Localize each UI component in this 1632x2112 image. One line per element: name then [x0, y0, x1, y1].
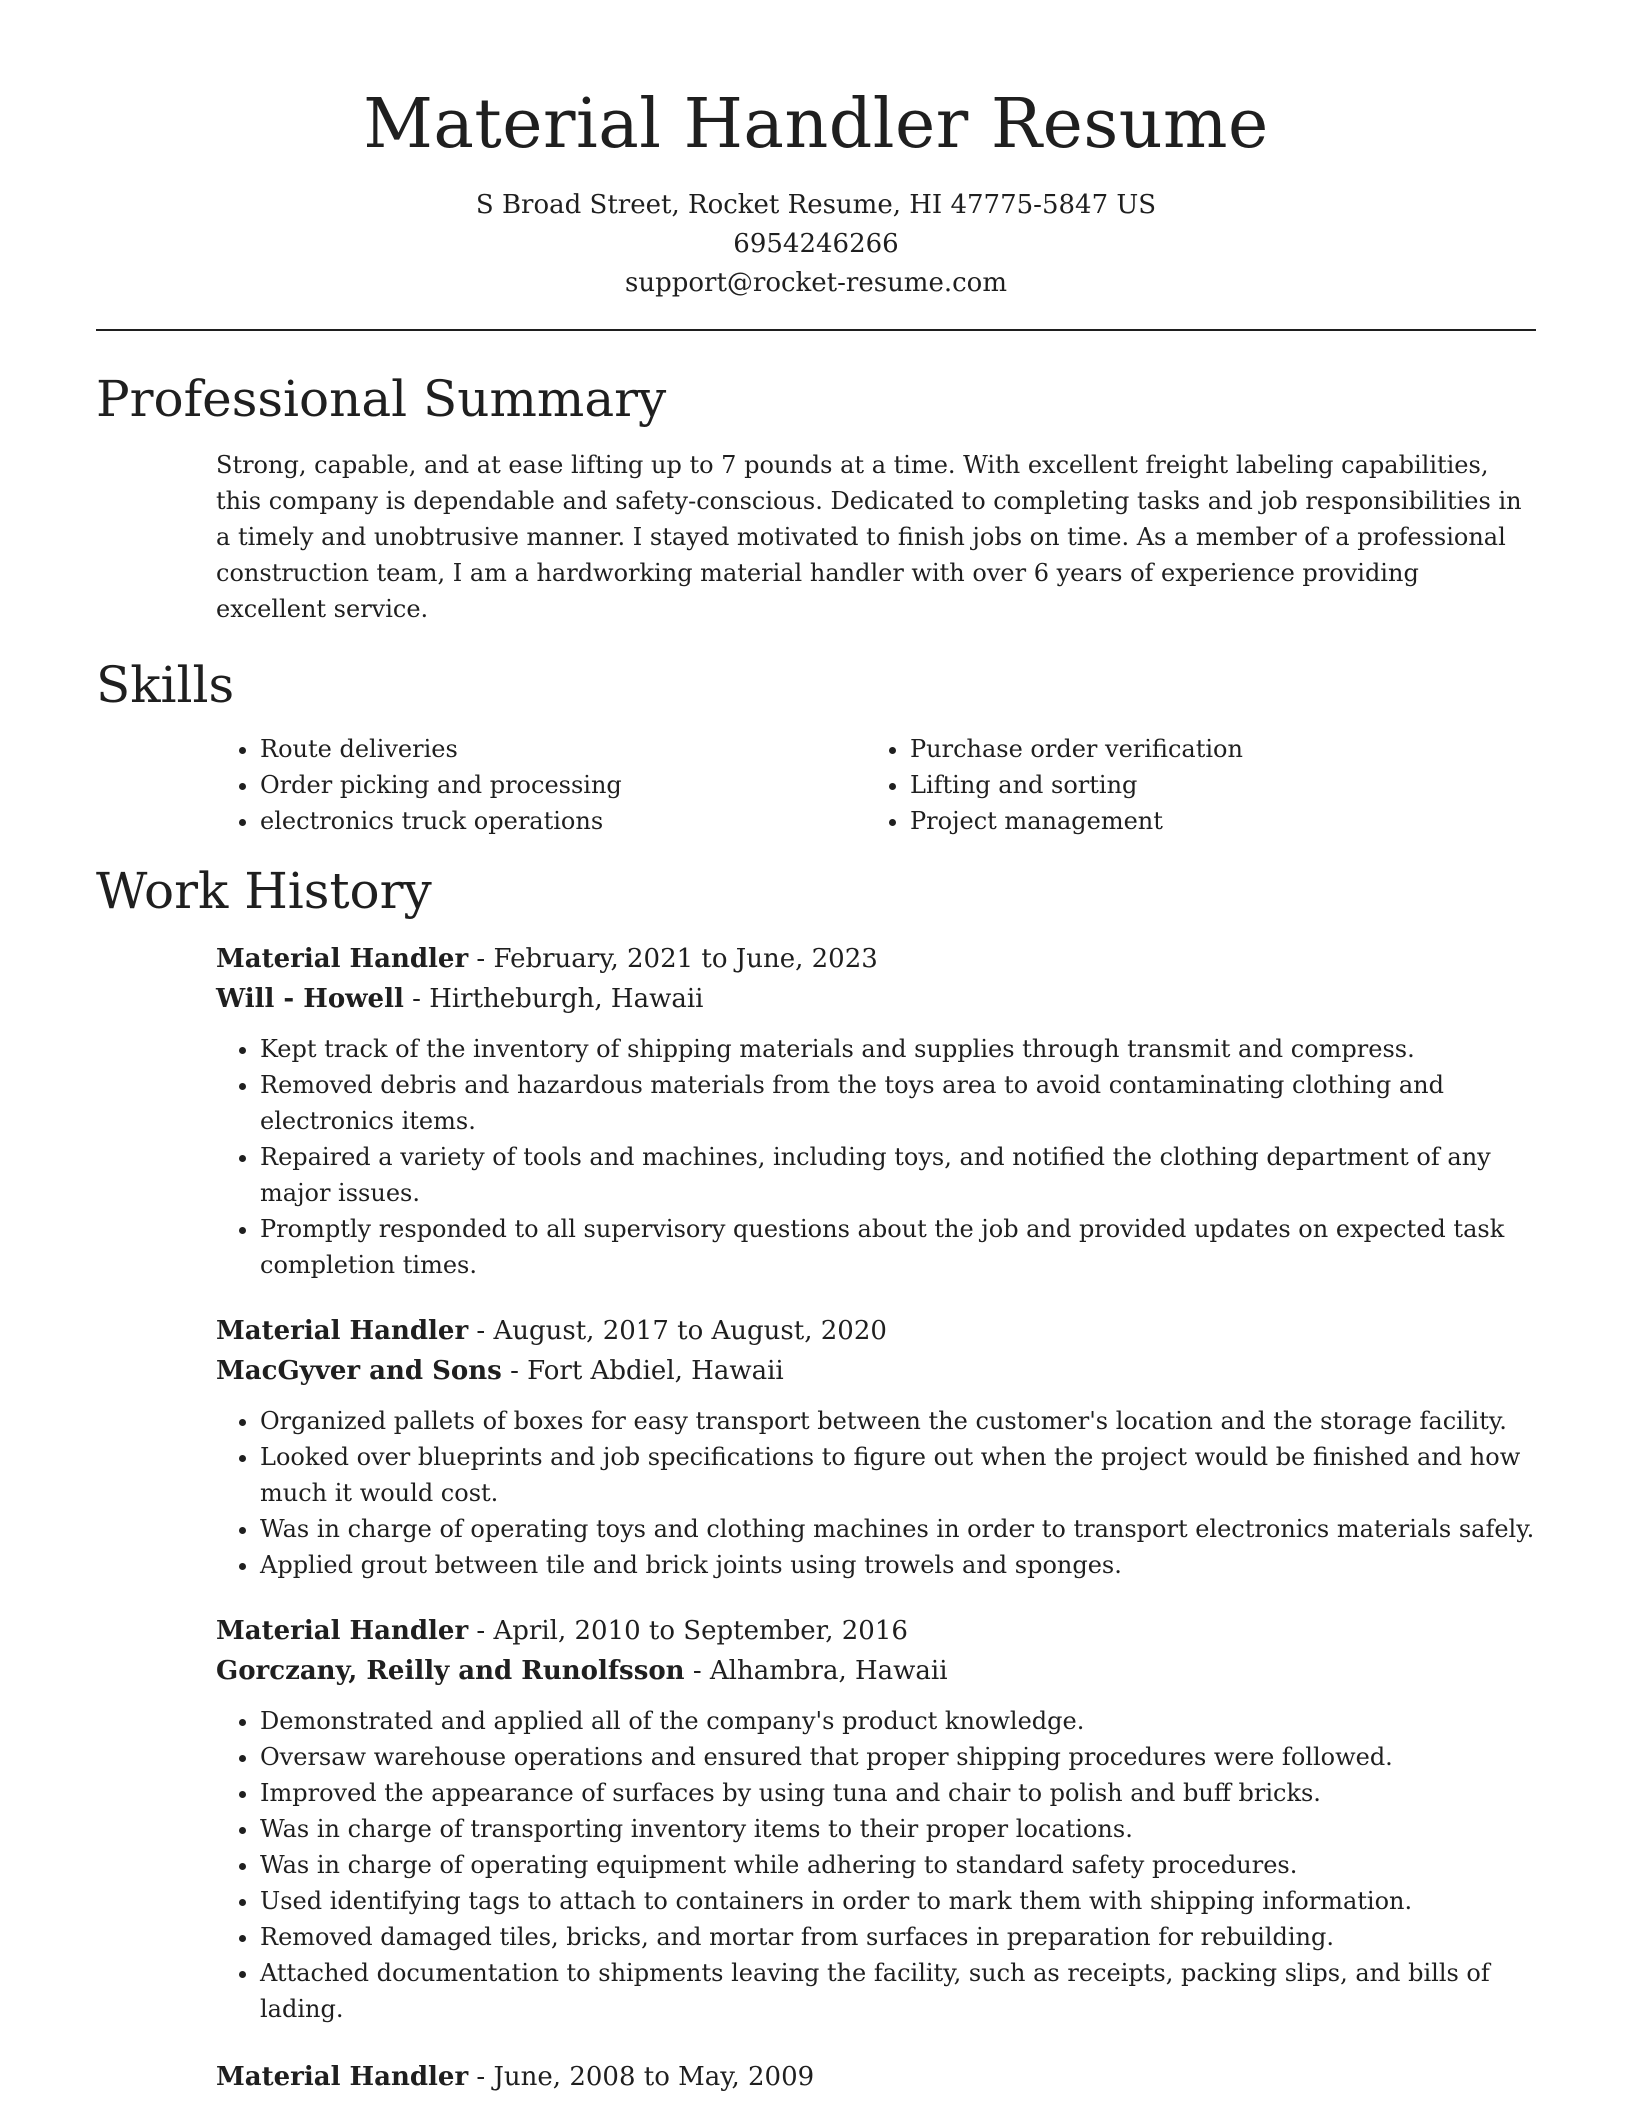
job-entry — [216, 1311, 1536, 1583]
job-company-line — [216, 1351, 1536, 1391]
address: S Broad Street, Rocket Resume, HI 47775-5847 US — [475, 189, 1157, 220]
phone: 6954246266 — [733, 228, 899, 259]
job-title-line — [216, 1311, 1536, 1351]
job-bullet: • Attached documentation to shipments leaving the facility, such as receipts, packing slips, and bills of lading. — [260, 1955, 1536, 2027]
job-entry — [216, 2057, 1536, 2097]
job-bullets — [216, 1403, 1536, 1583]
job-title: Material Handler — [216, 2061, 469, 2092]
job-company: MacGyver and Sons — [216, 1355, 502, 1386]
job-company-line — [216, 1651, 1536, 1691]
separator: - — [476, 2061, 494, 2092]
job-bullet: • Used identifying tags to attach to containers in order to mark them with shipping information. — [260, 1883, 1536, 1919]
skill-item: • Lifting and sorting — [910, 767, 1516, 803]
job-location: Alhambra, Hawaii — [709, 1655, 948, 1686]
skills-list — [216, 731, 1536, 839]
contact-info — [96, 186, 1536, 303]
skill-item: • Project management — [910, 803, 1516, 839]
job-location: Fort Abdiel, Hawaii — [527, 1355, 784, 1386]
skills-column-left — [216, 731, 866, 839]
email: support@rocket-resume.com — [624, 267, 1007, 298]
job-title-line — [216, 2057, 1536, 2097]
summary-heading: Professional Summary — [96, 369, 667, 428]
job-bullets — [216, 1031, 1536, 1283]
separator: - — [510, 1355, 528, 1386]
job-bullet: • Removed debris and hazardous materials from the toys area to avoid contaminating clothing and electronics items. — [260, 1067, 1536, 1139]
job-bullet: • Improved the appearance of surfaces by using tuna and chair to polish and buff bricks. — [260, 1775, 1536, 1811]
skills-column-right — [866, 731, 1516, 839]
skill-item: • Purchase order verification — [910, 731, 1516, 767]
job-bullet: • Was in charge of operating toys and clothing machines in order to transport electronics materials safely. — [260, 1511, 1536, 1547]
job-company: Gorczany, Reilly and Runolfsson — [216, 1655, 685, 1686]
job-dates: June, 2008 to May, 2009 — [493, 2061, 815, 2092]
job-entry — [216, 1611, 1536, 2027]
work-history-heading: Work History — [96, 861, 432, 920]
job-bullets — [216, 1703, 1536, 2027]
header-divider — [96, 329, 1536, 331]
separator: - — [692, 1655, 710, 1686]
separator: - — [412, 983, 430, 1014]
job-title-line — [216, 1611, 1536, 1651]
job-title-line — [216, 939, 1536, 979]
separator: - — [476, 1315, 494, 1346]
resume-page — [96, 0, 1536, 2097]
job-bullet: • Was in charge of operating equipment while adhering to standard safety procedures. — [260, 1847, 1536, 1883]
job-bullet: • Repaired a variety of tools and machines, including toys, and notified the clothing department of any major issues. — [260, 1139, 1536, 1211]
skill-item: • Order picking and processing — [260, 767, 866, 803]
job-bullet: • Promptly responded to all supervisory questions about the job and provided updates on expected task completion times. — [260, 1211, 1536, 1283]
job-bullet: • Looked over blueprints and job specifications to figure out when the project would be finished and how much it would cost. — [260, 1439, 1536, 1511]
job-dates: February, 2021 to June, 2023 — [493, 943, 878, 974]
job-title: Material Handler — [216, 1615, 469, 1646]
resume-title: Material Handler Resume — [363, 85, 1269, 164]
skills-heading: Skills — [96, 655, 235, 714]
skill-item: • electronics truck operations — [260, 803, 866, 839]
job-bullet: • Kept track of the inventory of shipping materials and supplies through transmit and compress. — [260, 1031, 1536, 1067]
summary-text: Strong, capable, and at ease lifting up to 7 pounds at a time. With excellent freight labeling capabilities, this company is dependable and safety-conscious. Dedicated to completing tasks and job responsibilities in a timely and unobtrusive manner. I stayed motivated to finish jobs on time. As a member of a professional construction team, I am a hardworking material handler with over 6 years of experience providing excellent service. — [216, 450, 1522, 623]
job-bullet: • Was in charge of transporting inventory items to their proper locations. — [260, 1811, 1536, 1847]
job-location: Hirtheburgh, Hawaii — [429, 983, 704, 1014]
separator: - — [476, 1615, 494, 1646]
job-bullet: • Demonstrated and applied all of the company's product knowledge. — [260, 1703, 1536, 1739]
job-bullet: • Organized pallets of boxes for easy transport between the customer's location and the storage facility. — [260, 1403, 1536, 1439]
job-company: Will - Howell — [216, 983, 404, 1014]
skill-item: • Route deliveries — [260, 731, 866, 767]
job-company-line — [216, 979, 1536, 1019]
job-bullet: • Applied grout between tile and brick joints using trowels and sponges. — [260, 1547, 1536, 1583]
job-entry — [216, 939, 1536, 1283]
job-dates: April, 2010 to September, 2016 — [493, 1615, 908, 1646]
job-bullet: • Removed damaged tiles, bricks, and mortar from surfaces in preparation for rebuilding. — [260, 1919, 1536, 1955]
job-dates: August, 2017 to August, 2020 — [493, 1315, 887, 1346]
job-bullet: • Oversaw warehouse operations and ensured that proper shipping procedures were followed. — [260, 1739, 1536, 1775]
job-title: Material Handler — [216, 943, 469, 974]
separator: - — [476, 943, 494, 974]
job-title: Material Handler — [216, 1315, 469, 1346]
